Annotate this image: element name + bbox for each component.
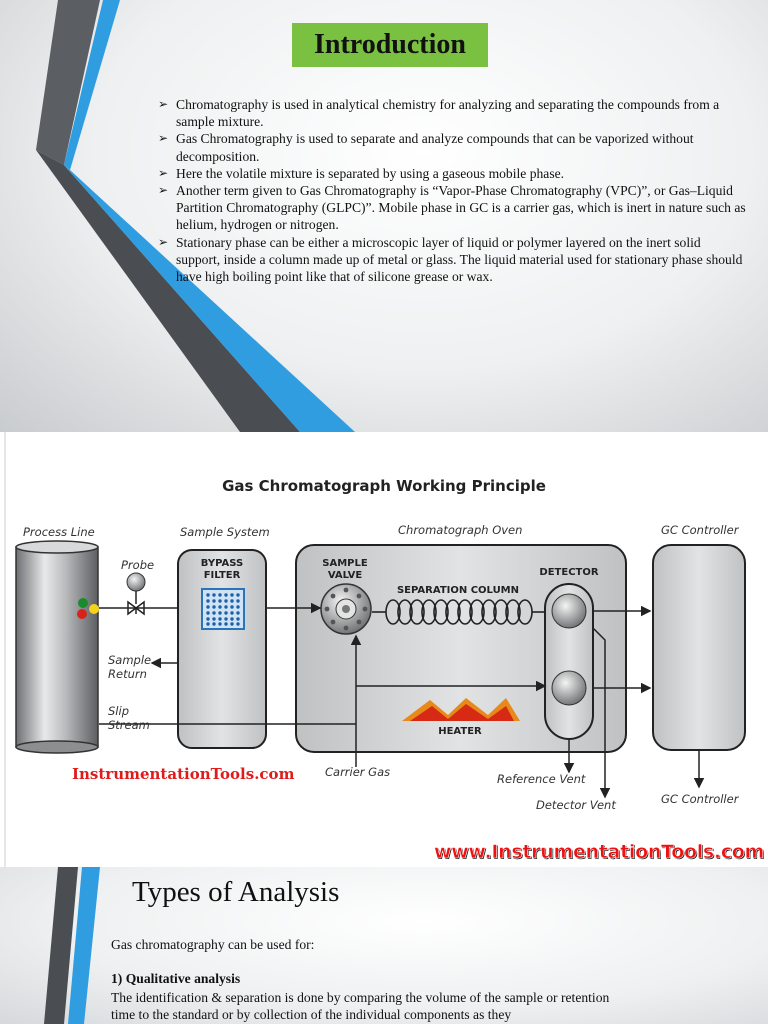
arrow-bullet-icon: ➢ [158, 165, 169, 180]
arrow-bullet-icon: ➢ [158, 131, 169, 146]
label-sample-valve: SAMPLE VALVE [322, 558, 368, 581]
label-heater: HEATER [438, 726, 482, 737]
slide-title-box [292, 23, 488, 67]
gc-diagram [0, 432, 768, 867]
label-separation-column: SEPARATION COLUMN [396, 585, 520, 596]
slide-title: Types of Analysis [132, 876, 340, 908]
subheading: 1) Qualitative analysis [111, 971, 241, 986]
label-bypass-filter: BYPASS FILTER [200, 558, 244, 581]
label-slip-stream: Slip Stream [108, 704, 150, 732]
label-detector: DETECTOR [539, 567, 599, 578]
label-chromatograph-oven: Chromatograph Oven [398, 523, 523, 537]
body-text: The identification & separation is done by comparing the volume of the sample or retention time to the standard or by collection of the individual components as they [111, 990, 610, 1023]
bullet-list [158, 96, 748, 285]
diagram-title: Gas Chromatograph Working Principle [222, 477, 546, 495]
arrow-bullet-icon: ➢ [158, 234, 169, 249]
bullet-item: ➢ Another term given to Gas Chromatography is “Vapor-Phase Chromatography (VPC)”, or Gas–Liquid Partition Chromatography (GLPC)”. Mobile phase in GC is a carrier gas, which is inert in nature such as helium, hydrogen or nitrogen. [158, 183, 746, 233]
label-carrier-gas: Carrier Gas [325, 765, 391, 779]
bullet-item: ➢ Here the volatile mixture is separated by using a gaseous mobile phase. [158, 165, 565, 181]
label-sample-return: Sample Return [108, 653, 152, 681]
bullet-item: ➢ Stationary phase can be either a microscopic layer of liquid or polymer layered on the inert solid support, inside a column made up of metal or glass. The liquid material used for stationary phase should have high boiling point like that of silicone grease or wax. [158, 234, 743, 285]
slide-types-of-analysis [0, 867, 768, 1024]
bullet-item: ➢ Gas Chromatography is used to separate and analyze compounds that can be vaporized without decomposition. [158, 131, 694, 164]
watermark-small: InstrumentationTools.com [72, 765, 295, 783]
process-line-pipe [16, 541, 99, 753]
label-probe: Probe [121, 558, 155, 572]
arrow-bullet-icon: ➢ [158, 97, 169, 111]
watermark-large: www.InstrumentationTools.com [433, 841, 765, 863]
intro-text: Gas chromatography can be used for: [111, 937, 315, 952]
label-gc-controller-bottom: GC Controller [661, 792, 739, 806]
label-sample-system: Sample System [180, 525, 270, 539]
slide-title: Introduction [314, 29, 466, 60]
label-reference-vent: Reference Vent [497, 772, 586, 786]
label-process-line: Process Line [23, 525, 95, 539]
slide-introduction [0, 0, 768, 432]
bullet-item: ➢ Chromatography is used in analytical chemistry for analyzing and separating the compounds from a sample mixture. [158, 97, 720, 130]
diagram-graphics [0, 432, 768, 867]
label-gc-controller-top: GC Controller [661, 523, 739, 537]
label-detector-vent: Detector Vent [536, 798, 616, 812]
arrow-bullet-icon: ➢ [158, 183, 169, 198]
